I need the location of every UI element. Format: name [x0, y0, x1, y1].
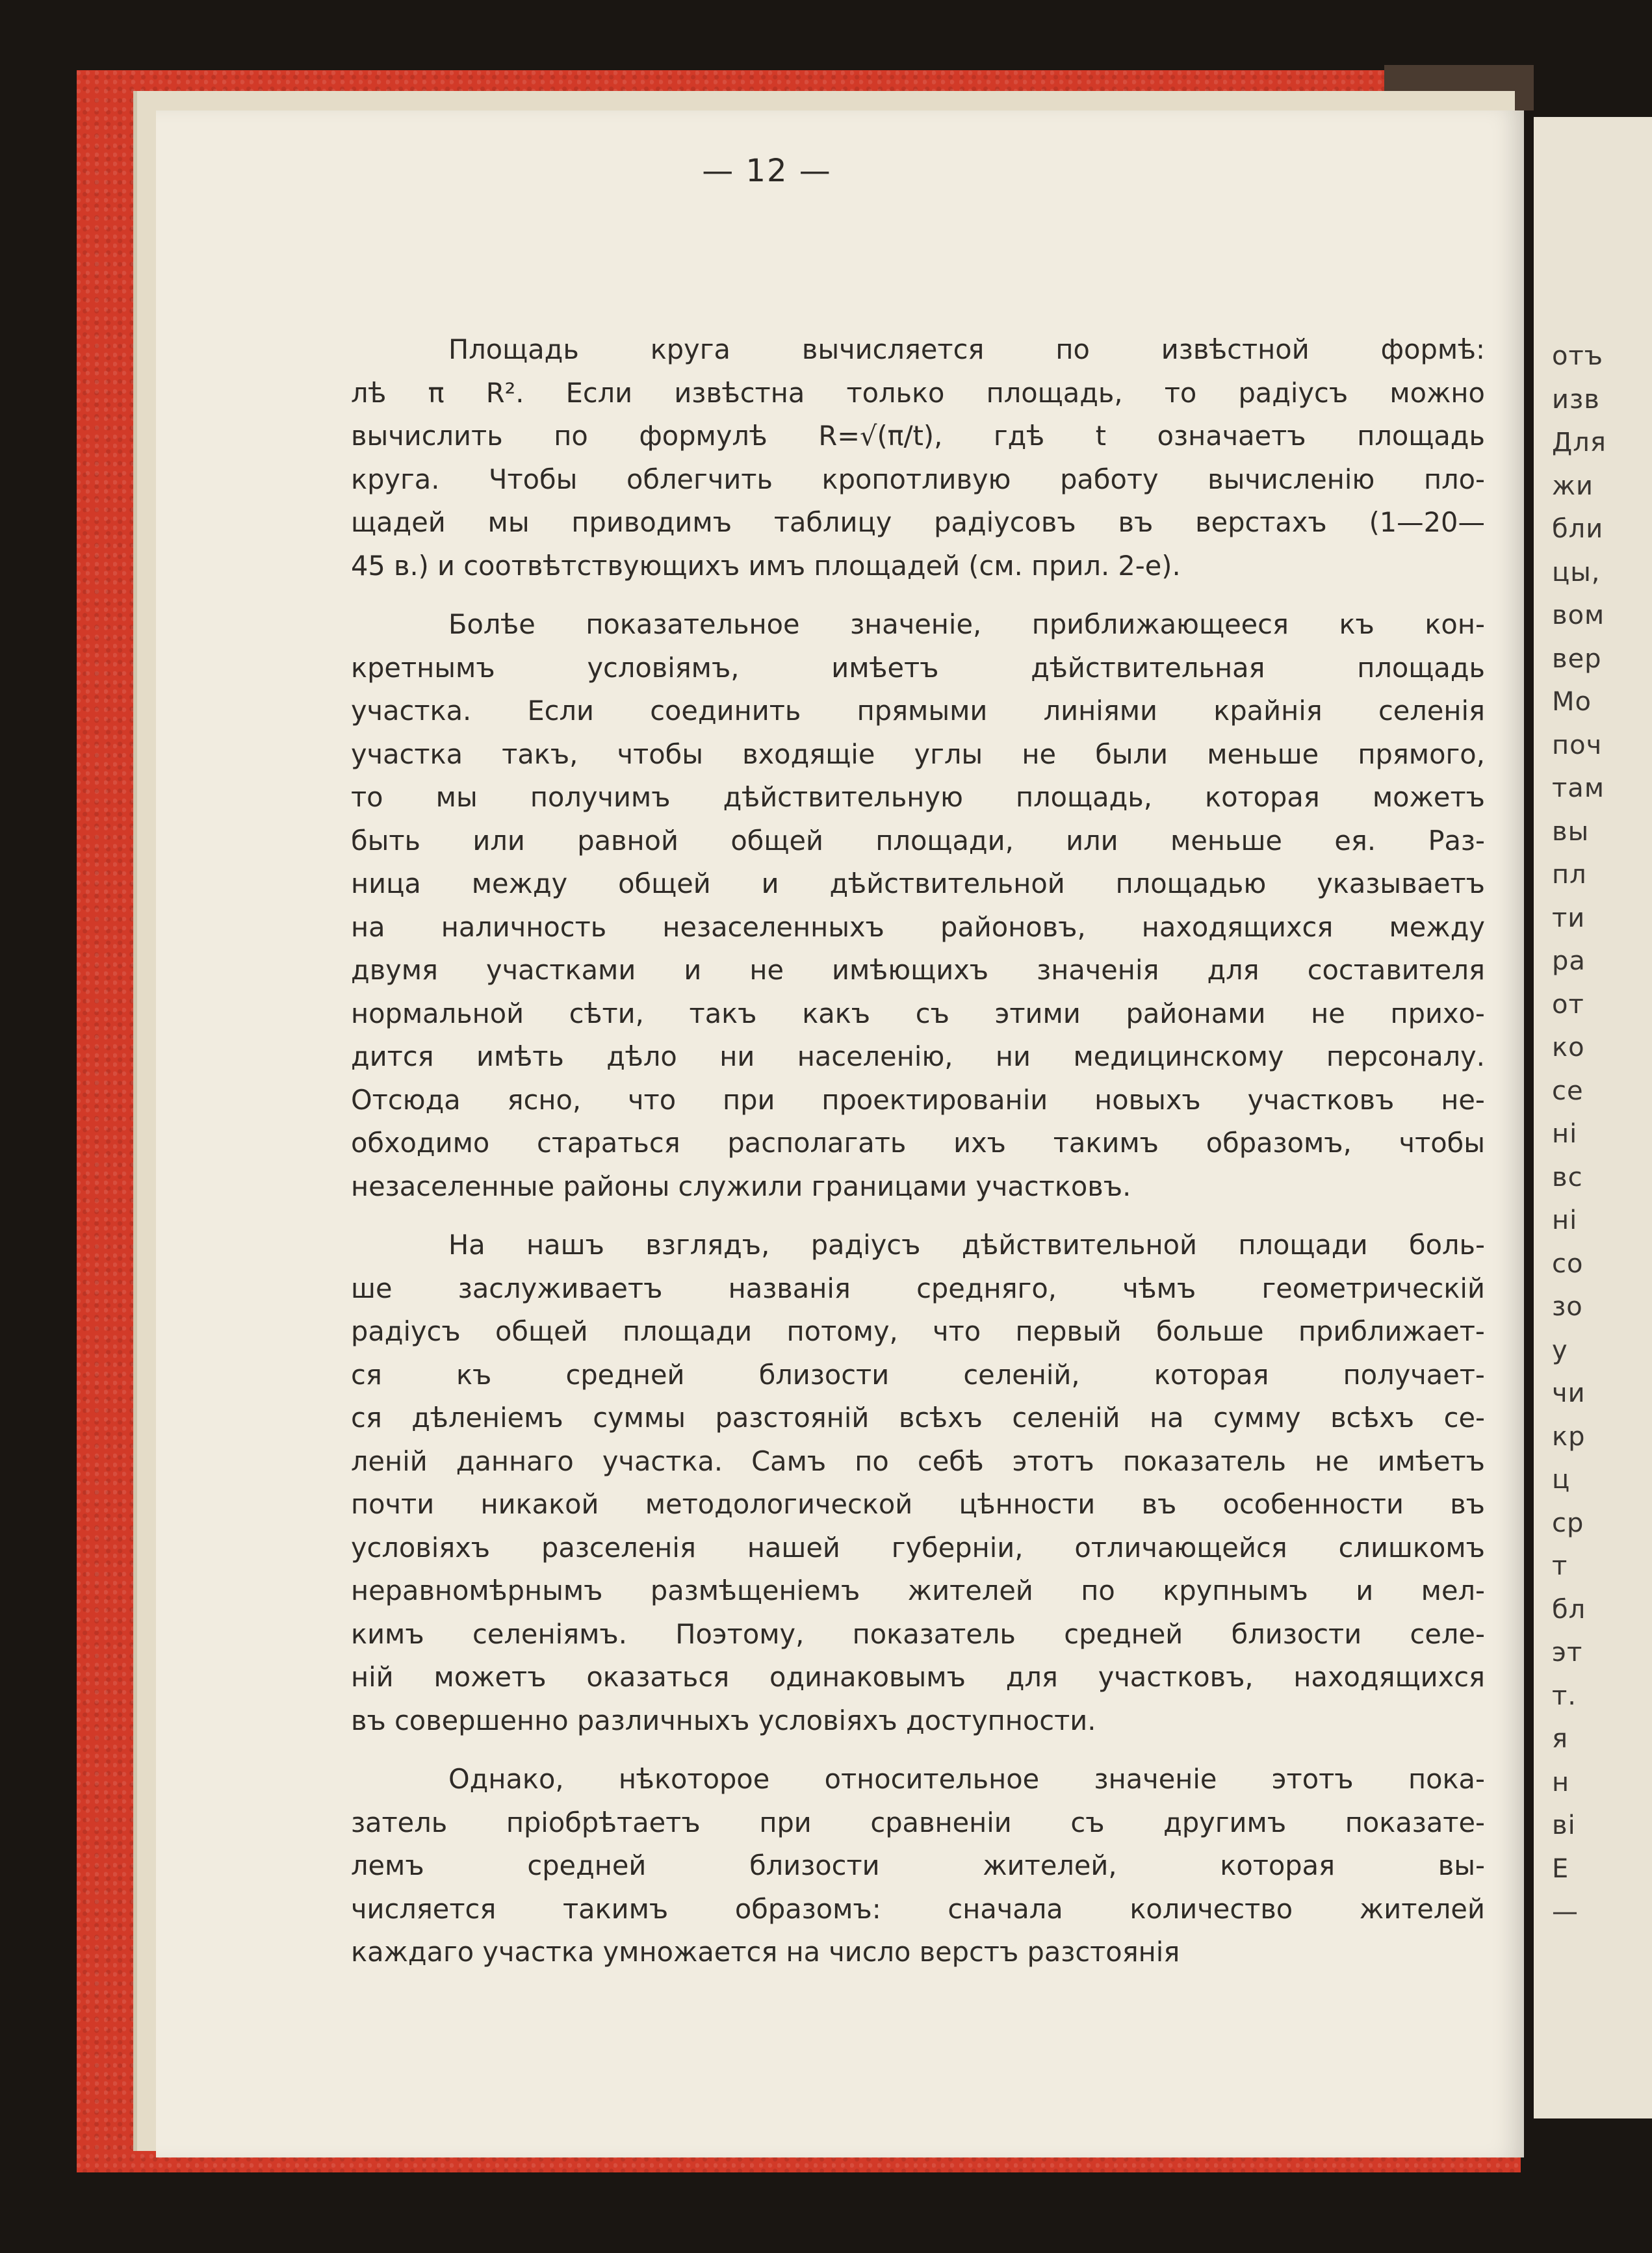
next-page-fragment: пл — [1552, 860, 1587, 890]
next-page-fragment: поч — [1552, 730, 1603, 760]
text-line: ше заслуживаетъ названія средняго, чѣмъ геометрическій — [351, 1272, 1485, 1304]
text-line: вычислить по формулѣ R=√(π/t), гдѣ t означаетъ площадь — [351, 420, 1485, 452]
text-line: Болѣе показательное значеніе, приближающееся къ кон- — [448, 608, 1485, 640]
next-page-fragment: жи — [1552, 470, 1594, 501]
next-page-fragment: т. — [1552, 1680, 1577, 1711]
next-page-fragment: со — [1552, 1248, 1584, 1279]
text-line: условіяхъ разселенія нашей губерніи, отличающейся слишкомъ — [351, 1531, 1485, 1564]
text-line: неравномѣрнымъ размѣщеніемъ жителей по крупнымъ и мел- — [351, 1575, 1485, 1606]
text-line: щадей мы приводимъ таблицу радіусовъ въ верстахъ (1—20— — [351, 506, 1485, 538]
next-page-fragment: отъ — [1552, 341, 1604, 371]
text-line: кретнымъ условіямъ, имѣетъ дѣйствительная площадь — [351, 651, 1485, 684]
text-line: круга. Чтобы облегчить кропотливую работу вычисленію пло- — [351, 463, 1485, 495]
text-line: Отсюда ясно, что при проектированіи новыхъ участковъ не- — [351, 1083, 1485, 1116]
text-line: лѣ π R². Если извѣстна только площадь, то радіусъ можно — [351, 376, 1485, 409]
paragraph-gap — [351, 587, 1485, 603]
text-line: числяется такимъ образомъ: сначала количество жителей — [351, 1892, 1485, 1925]
text-line: быть или равной общей площади, или меньше ея. Раз- — [351, 824, 1485, 856]
next-page-fragment: Е — [1552, 1853, 1569, 1884]
next-page-fragment: зо — [1552, 1292, 1583, 1322]
next-page-fragment: ві — [1552, 1810, 1576, 1840]
text-line: На нашъ взглядъ, радіусъ дѣйствительной площади боль- — [448, 1229, 1485, 1261]
next-page-fragment: от — [1552, 989, 1584, 1020]
next-page-fragment: ти — [1552, 903, 1586, 933]
text-line: кимъ селеніямъ. Поэтому, показатель средней близости селе- — [351, 1617, 1485, 1650]
text-line: нормальной сѣти, такъ какъ съ этими районами не прихо- — [351, 997, 1485, 1029]
next-page-fragment: изв — [1552, 384, 1600, 415]
text-line: участка такъ, чтобы входящіе углы не были меньше прямого, — [351, 738, 1485, 770]
next-page-fragment: ц — [1552, 1465, 1571, 1495]
next-page-fragment: цы, — [1552, 557, 1601, 587]
next-page-fragment: ср — [1552, 1508, 1584, 1538]
next-page-fragment: эт — [1552, 1638, 1583, 1667]
text-line: на наличность незаселенныхъ районовъ, находящихся между — [351, 910, 1485, 943]
next-page-fragment: ні — [1552, 1205, 1578, 1235]
next-page-fragment: бли — [1552, 514, 1604, 544]
next-page-fragment: там — [1552, 773, 1605, 803]
text-line: почти никакой методологической цѣнности въ особенности въ — [351, 1488, 1485, 1520]
next-page-fragment: ні — [1552, 1119, 1578, 1149]
next-page-fragment: чи — [1552, 1378, 1586, 1408]
next-page-fragment: ко — [1552, 1033, 1585, 1062]
next-page-fragment: се — [1552, 1075, 1584, 1106]
text-line: леній даннаго участка. Самъ по себѣ этотъ показатель не имѣетъ — [351, 1445, 1485, 1477]
next-page-fragment: вы — [1552, 816, 1590, 847]
next-page-fragment: — — [1552, 1897, 1579, 1927]
next-page-fragment: бл — [1552, 1594, 1586, 1625]
page-number: — 12 — — [702, 153, 832, 189]
text-line: дится имѣть дѣло ни населенію, ни медицинскому персоналу. — [351, 1040, 1485, 1072]
page-text — [351, 328, 1485, 1974]
next-page-fragment: т — [1552, 1551, 1568, 1581]
next-page-edge — [1534, 117, 1652, 2118]
next-page-fragment: н — [1552, 1767, 1570, 1797]
paragraph-gap — [351, 1208, 1485, 1224]
text-line: незаселенные районы служили границами участковъ. — [351, 1170, 1131, 1202]
next-page-fragment: ра — [1552, 946, 1586, 976]
paragraph-gap — [351, 1742, 1485, 1758]
text-line: ся къ средней близости селеній, которая получает- — [351, 1358, 1485, 1391]
text-line: каждаго участка умножается на число верстъ разстоянія — [351, 1936, 1180, 1968]
next-page-fragment: кр — [1552, 1421, 1586, 1452]
text-line: участка. Если соединить прямыми линіями крайнія селенія — [351, 695, 1485, 727]
text-line: двумя участками и не имѣющихъ значенія для составителя — [351, 954, 1485, 986]
next-page-fragment: вом — [1552, 600, 1605, 630]
text-line: обходимо стараться располагать ихъ такимъ образомъ, чтобы — [351, 1127, 1485, 1159]
text-line: радіусъ общей площади потому, что первый больше приближает- — [351, 1315, 1485, 1347]
next-page-fragment: вс — [1552, 1162, 1583, 1192]
text-line: лемъ средней близости жителей, которая вы- — [351, 1849, 1485, 1881]
text-line: Однако, нѣкоторое относительное значеніе этотъ пока- — [448, 1763, 1485, 1795]
next-page-fragment: Мо — [1552, 687, 1592, 717]
text-line: въ совершенно различныхъ условіяхъ доступности. — [351, 1704, 1096, 1736]
text-line: Площадь круга вычисляется по извѣстной формѣ: — [448, 333, 1485, 365]
next-page-fragment: Для — [1552, 428, 1607, 457]
text-line: ница между общей и дѣйствительной площадью указываетъ — [351, 868, 1485, 899]
next-page-fragment: я — [1552, 1724, 1569, 1754]
text-line: то мы получимъ дѣйствительную площадь, которая можетъ — [351, 781, 1485, 813]
text-line: ся дѣленіемъ суммы разстояній всѣхъ селеній на сумму всѣхъ се- — [351, 1402, 1485, 1434]
text-line: ній можетъ оказаться одинаковымъ для участковъ, находящихся — [351, 1661, 1485, 1693]
text-line: затель пріобрѣтаетъ при сравненіи съ другимъ показате- — [351, 1806, 1485, 1838]
next-page-fragment: у — [1552, 1335, 1568, 1365]
text-line: 45 в.) и соотвѣтствующихъ имъ площадей (см. прил. 2-е). — [351, 549, 1181, 582]
next-page-fragment: вер — [1552, 643, 1602, 674]
